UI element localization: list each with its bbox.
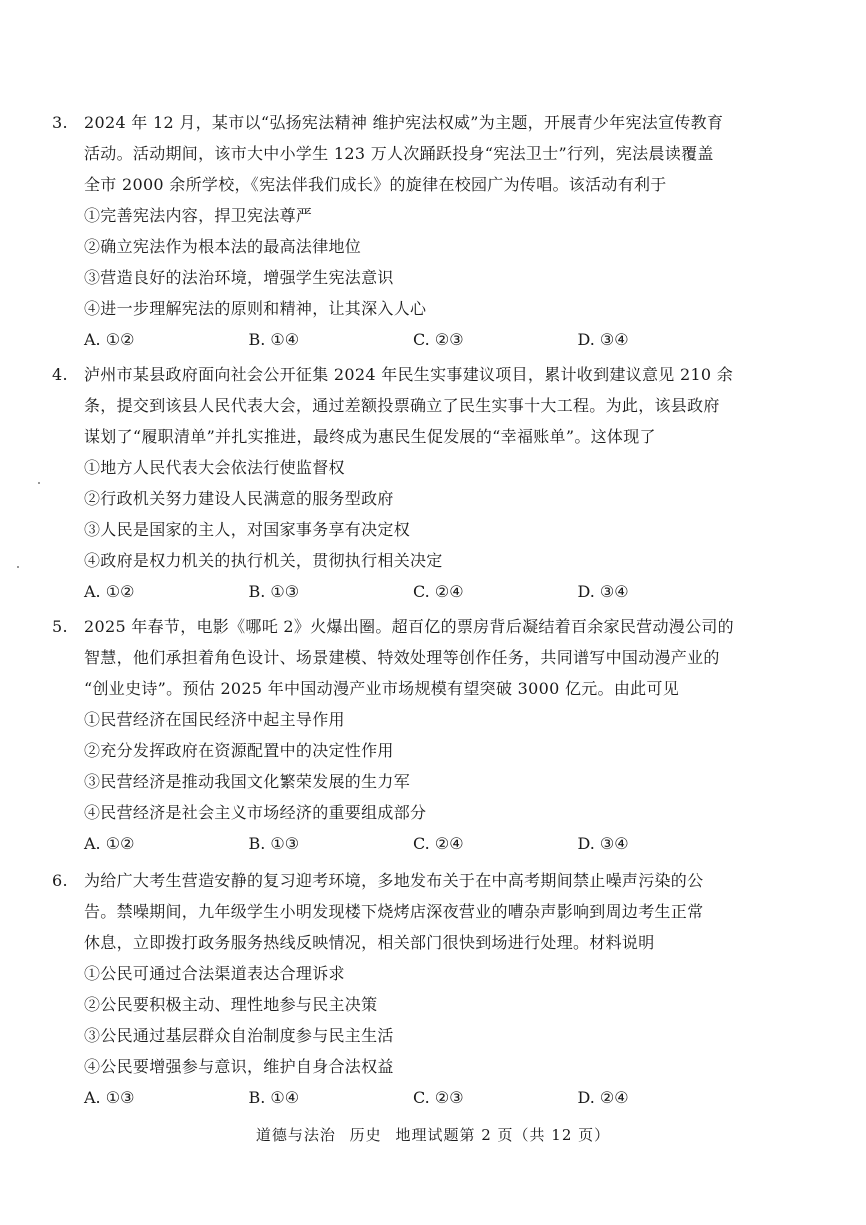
statement-2: ②确立宪法作为根本法的最高法律地位	[84, 237, 362, 256]
question-stem-line: 2024 年 12 月，某市以“弘扬宪法精神 维护宪法权威”为主题，开展青少年宪法宣传教育	[84, 113, 724, 132]
question-number: 6.	[52, 871, 68, 890]
statement-4: ④民营经济是社会主义市场经济的重要组成部分	[84, 803, 427, 822]
page-footer	[0, 1124, 866, 1145]
question-number: 4.	[52, 365, 68, 384]
question-5	[52, 611, 742, 859]
question-4	[52, 359, 742, 607]
answer-choices	[52, 828, 742, 859]
statement-1: ①民营经济在国民经济中起主导作用	[84, 710, 345, 729]
statement-4: ④进一步理解宪法的原则和精神，让其深入人心	[84, 299, 427, 318]
choice-a: A. ①②	[84, 582, 135, 601]
answer-choices	[52, 324, 742, 355]
statement-1: ①完善宪法内容，捍卫宪法尊严	[84, 206, 313, 225]
choice-a: A. ①②	[84, 834, 135, 853]
choice-c: C. ②③	[413, 330, 464, 349]
question-stem-line: 休息，立即拨打政务服务热线反映情况，相关部门很快到场进行处理。材料说明	[84, 933, 655, 952]
statement-3: ③人民是国家的主人，对国家事务享有决定权	[84, 520, 411, 539]
question-stem-line: 为给广大考生营造安静的复习迎考环境，多地发布关于在中高考期间禁止噪声污染的公	[84, 871, 704, 890]
footer-subject-1: 道德与法治	[255, 1126, 336, 1144]
question-stem-line: 泸州市某县政府面向社会公开征集 2024 年民生实事建议项目，累计收到建议意见 210 余	[84, 365, 734, 384]
question-3	[52, 107, 742, 355]
question-number: 5.	[52, 617, 68, 636]
choice-a: A. ①②	[84, 330, 135, 349]
answer-choices	[52, 576, 742, 607]
question-number: 3.	[52, 113, 68, 132]
choice-a: A. ①③	[84, 1088, 135, 1107]
question-stem-line: 2025 年春节，电影《哪吒 2》火爆出圈。超百亿的票房背后凝结着百余家民营动漫公司的	[84, 617, 734, 636]
question-6	[52, 865, 742, 1113]
question-stem-line: “创业史诗”。预估 2025 年中国动漫产业市场规模有望突破 3000 亿元。由此可见	[84, 679, 680, 698]
choice-c: C. ②④	[413, 834, 464, 853]
scan-speck	[17, 566, 19, 568]
statement-3: ③民营经济是推动我国文化繁荣发展的生力军	[84, 772, 411, 791]
statement-1: ①公民可通过合法渠道表达合理诉求	[84, 964, 345, 983]
statement-2: ②行政机关努力建设人民满意的服务型政府	[84, 489, 394, 508]
question-stem-line: 活动。活动期间，该市大中小学生 123 万人次踊跃投身“宪法卫士”行列，宪法晨读覆盖	[84, 144, 714, 163]
statement-3: ③公民通过基层群众自治制度参与民主生活	[84, 1026, 394, 1045]
statement-1: ①地方人民代表大会依法行使监督权	[84, 458, 345, 477]
question-stem-line: 条，提交到该县人民代表大会，通过差额投票确立了民生实事十大工程。为此，该县政府	[84, 396, 720, 415]
choice-c: C. ②③	[413, 1088, 464, 1107]
choice-c: C. ②④	[413, 582, 464, 601]
question-stem-line: 谋划了“履职清单”并扎实推进，最终成为惠民生促发展的“幸福账单”。这体现了	[84, 427, 656, 446]
question-stem-line: 全市 2000 余所学校，《宪法伴我们成长》的旋律在校园广为传唱。该活动有利于	[84, 175, 667, 194]
statement-2: ②充分发挥政府在资源配置中的决定性作用	[84, 741, 394, 760]
choice-d: D. ③④	[577, 834, 629, 853]
statement-4: ④政府是权力机关的执行机关，贯彻执行相关决定	[84, 551, 443, 570]
answer-choices	[52, 1082, 742, 1113]
choice-b: B. ①④	[248, 330, 300, 349]
choice-b: B. ①③	[248, 834, 300, 853]
choice-b: B. ①③	[248, 582, 300, 601]
choice-d: D. ②④	[577, 1088, 629, 1107]
question-stem-line: 告。禁噪期间，九年级学生小明发现楼下烧烤店深夜营业的嘈杂声影响到周边考生正常	[84, 902, 704, 921]
question-stem-line: 智慧，他们承担着角色设计、场景建模、特效处理等创作任务，共同谱写中国动漫产业的	[84, 648, 720, 667]
footer-page-number: 地理试题第 2 页（共 12 页）	[395, 1126, 611, 1144]
choice-d: D. ③④	[577, 330, 629, 349]
statement-2: ②公民要积极主动、理性地参与民主决策	[84, 995, 378, 1014]
footer-subject-2: 历史	[349, 1126, 382, 1144]
statement-4: ④公民要增强参与意识，维护自身合法权益	[84, 1057, 394, 1076]
scan-speck	[38, 482, 40, 484]
choice-b: B. ①④	[248, 1088, 300, 1107]
statement-3: ③营造良好的法治环境，增强学生宪法意识	[84, 268, 394, 287]
choice-d: D. ③④	[577, 582, 629, 601]
